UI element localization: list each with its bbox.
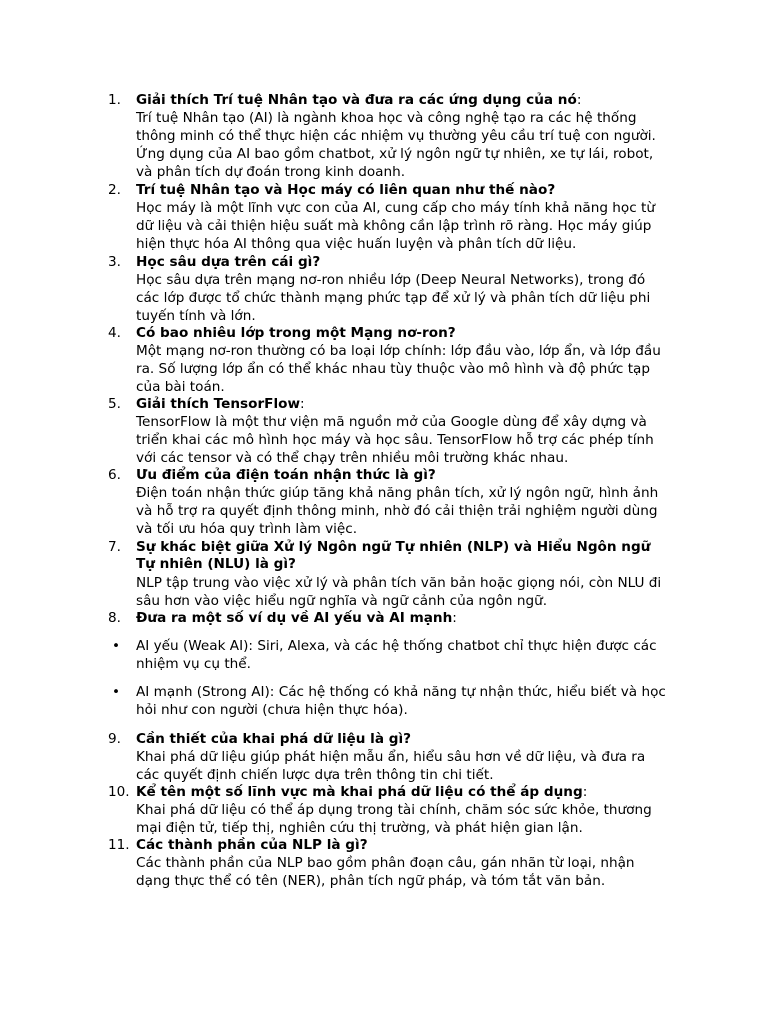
bullet-item bbox=[108, 684, 678, 720]
item-number: 7. bbox=[108, 539, 121, 555]
question-title: Sự khác biệt giữa Xử lý Ngôn ngữ Tự nhiên (NLP) và Hiểu Ngôn ngữ bbox=[136, 539, 651, 555]
answer-line: Ứng dụng của AI bao gồm chatbot, xử lý ngôn ngữ tự nhiên, xe tự lái, robot, bbox=[136, 146, 654, 162]
answer-line: TensorFlow là một thư viện mã nguồn mở của Google dùng để xây dựng và bbox=[136, 414, 647, 430]
answer-line: Học máy là một lĩnh vực con của AI, cung cấp cho máy tính khả năng học từ bbox=[136, 200, 655, 216]
answer-line: Học sâu dựa trên mạng nơ-ron nhiều lớp (Deep Neural Networks), trong đó bbox=[136, 272, 646, 288]
question-heading bbox=[136, 254, 678, 272]
answer-line: với các tensor và có thể chạy trên nhiều môi trường khác nhau. bbox=[136, 450, 569, 466]
bullet-item bbox=[108, 638, 678, 674]
question-item-2 bbox=[108, 182, 678, 254]
answer-line: Một mạng nơ-ron thường có ba loại lớp chính: lớp đầu vào, lớp ẩn, và lớp đầu bbox=[136, 343, 661, 359]
item-number: 8. bbox=[108, 610, 121, 626]
item-number: 9. bbox=[108, 731, 121, 747]
answer-line: tuyến tính và lớn. bbox=[136, 308, 256, 324]
question-heading bbox=[136, 325, 678, 343]
answer-line: mại điện tử, tiếp thị, nghiên cứu thị trường, và phát hiện gian lận. bbox=[136, 820, 583, 836]
question-title: Học sâu dựa trên cái gì? bbox=[136, 254, 321, 270]
answer-line: và phân tích dự đoán trong kinh doanh. bbox=[136, 164, 406, 180]
question-title: Có bao nhiêu lớp trong một Mạng nơ-ron? bbox=[136, 325, 456, 341]
question-title: Kể tên một số lĩnh vực mà khai phá dữ liệu có thể áp dụng bbox=[136, 784, 583, 800]
question-item-4 bbox=[108, 325, 678, 397]
item-number: 4. bbox=[108, 325, 121, 341]
heading-suffix: : bbox=[582, 784, 588, 800]
question-item-5 bbox=[108, 396, 678, 468]
item-number: 11. bbox=[108, 837, 130, 853]
heading-suffix: : bbox=[452, 610, 457, 626]
bullet-line: AI yếu (Weak AI): Siri, Alexa, và các hệ thống chatbot chỉ thực hiện được các bbox=[136, 638, 657, 654]
answer-line: Các thành phần của NLP bao gồm phân đoạn câu, gán nhãn từ loại, nhận bbox=[136, 855, 635, 871]
item-number: 6. bbox=[108, 467, 121, 483]
bullet-line: nhiệm vụ cụ thể. bbox=[136, 656, 251, 672]
question-item-3 bbox=[108, 254, 678, 326]
answer-line: Trí tuệ Nhân tạo (AI) là ngành khoa học và công nghệ tạo ra các hệ thống bbox=[136, 110, 637, 126]
item-number: 3. bbox=[108, 254, 121, 270]
question-item-8 bbox=[108, 610, 678, 628]
question-item-9 bbox=[108, 731, 678, 785]
question-title: Trí tuệ Nhân tạo và Học máy có liên quan như thế nào? bbox=[136, 182, 556, 198]
bullet-line: AI mạnh (Strong AI): Các hệ thống có khả năng tự nhận thức, hiểu biết và học bbox=[136, 684, 666, 700]
bullet-marker: • bbox=[112, 638, 121, 654]
answer-line: và hỗ trợ ra quyết định thông minh, nhờ đó cải thiện trải nghiệm người dùng bbox=[136, 503, 658, 519]
heading-suffix: : bbox=[576, 92, 582, 108]
question-heading bbox=[136, 467, 678, 485]
answer-line: của bài toán. bbox=[136, 379, 225, 395]
bullet-marker: • bbox=[112, 684, 121, 700]
answer-line: thông minh có thể thực hiện các nhiệm vụ thường yêu cầu trí tuệ con người. bbox=[136, 128, 656, 144]
question-heading bbox=[136, 784, 678, 802]
answer-line: ra. Số lượng lớp ẩn có thể khác nhau tùy thuộc vào mô hình và độ phức tạp bbox=[136, 361, 650, 377]
question-heading bbox=[136, 731, 678, 749]
answer-line: Khai phá dữ liệu giúp phát hiện mẫu ẩn, hiểu sâu hơn về dữ liệu, và đưa ra bbox=[136, 749, 646, 765]
question-heading bbox=[136, 837, 678, 855]
answer-line: dạng thực thể có tên (NER), phân tích ngữ pháp, và tóm tắt văn bản. bbox=[136, 873, 606, 889]
question-title: Các thành phần của NLP là gì? bbox=[136, 837, 368, 853]
question-item-6 bbox=[108, 467, 678, 539]
question-item-11 bbox=[108, 837, 678, 891]
question-item-1 bbox=[108, 92, 678, 180]
answer-line: các quyết định chiến lược dựa trên thông tin chi tiết. bbox=[136, 767, 494, 783]
bullet-line: hỏi như con người (chưa hiện thực hóa). bbox=[136, 702, 408, 718]
item-number: 10. bbox=[108, 784, 130, 800]
question-heading bbox=[136, 92, 678, 110]
item-number: 2. bbox=[108, 182, 121, 198]
question-heading bbox=[136, 610, 678, 628]
question-heading bbox=[136, 182, 678, 200]
answer-line: hiện thực hóa AI thông qua việc huấn luyện và phân tích dữ liệu. bbox=[136, 236, 577, 252]
answer-line: triển khai các mô hình học máy và học sâu. TensorFlow hỗ trợ các phép tính bbox=[136, 432, 654, 448]
question-title: Giải thích Trí tuệ Nhân tạo và đưa ra các ứng dụng của nó bbox=[136, 92, 577, 108]
answer-line: dữ liệu và cải thiện hiệu suất mà không cần lập trình rõ ràng. Học máy giúp bbox=[136, 218, 652, 234]
answer-line: và tối ưu hóa quy trình làm việc. bbox=[136, 521, 358, 537]
heading-suffix: : bbox=[300, 396, 305, 412]
answer-line: các lớp được tổ chức thành mạng phức tạp để xử lý và phân tích dữ liệu phi bbox=[136, 290, 651, 306]
question-item-7 bbox=[108, 539, 678, 611]
question-heading bbox=[136, 396, 678, 414]
answer-line: sâu hơn vào việc hiểu ngữ nghĩa và ngữ cảnh của ngôn ngữ. bbox=[136, 593, 548, 609]
question-title: Cần thiết của khai phá dữ liệu là gì? bbox=[136, 731, 412, 747]
question-item-10 bbox=[108, 784, 678, 838]
answer-line: NLP tập trung vào việc xử lý và phân tích văn bản hoặc giọng nói, còn NLU đi bbox=[136, 575, 662, 591]
question-title: Giải thích TensorFlow bbox=[136, 396, 301, 412]
question-title: Ưu điểm của điện toán nhận thức là gì? bbox=[136, 467, 436, 483]
item-number: 5. bbox=[108, 396, 121, 412]
item-number: 1. bbox=[108, 92, 121, 108]
answer-line: Khai phá dữ liệu có thể áp dụng trong tài chính, chăm sóc sức khỏe, thương bbox=[136, 802, 652, 818]
answer-line: Điện toán nhận thức giúp tăng khả năng phân tích, xử lý ngôn ngữ, hình ảnh bbox=[136, 485, 659, 501]
question-title: Đưa ra một số ví dụ về AI yếu và AI mạnh bbox=[136, 610, 453, 626]
question-title-continued: Tự nhiên (NLU) là gì? bbox=[136, 556, 296, 572]
